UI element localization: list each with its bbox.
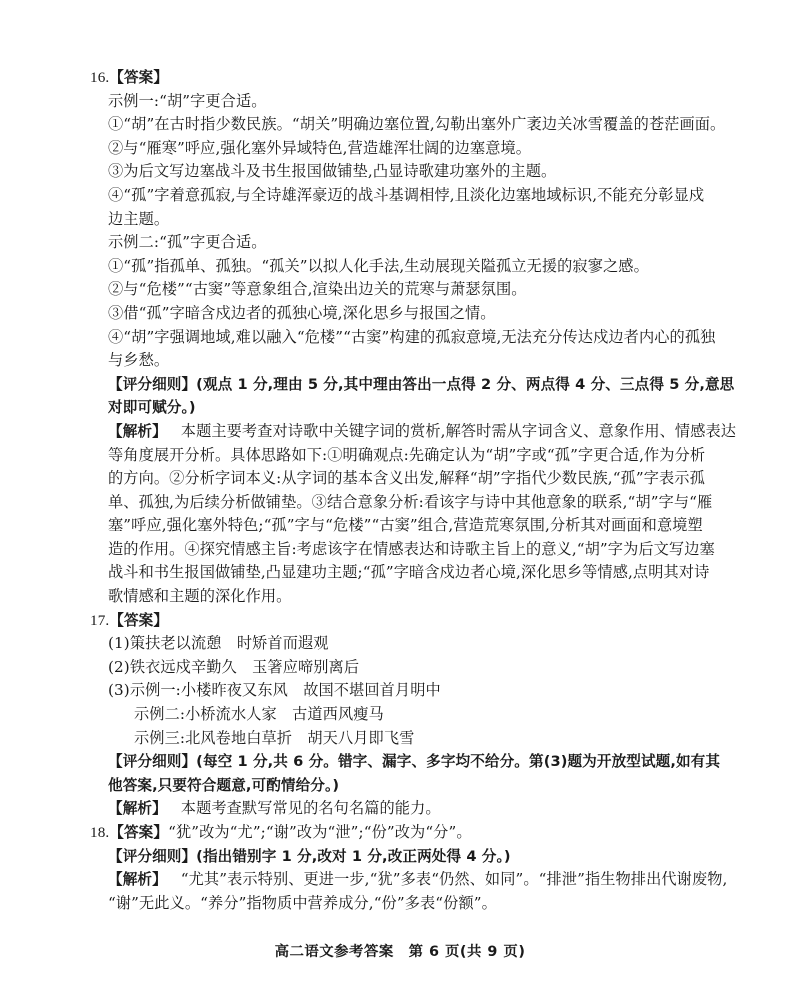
scoring-tag: 【评分细则】: [108, 753, 197, 771]
question-number: 16.: [90, 69, 110, 86]
scoring-text: (观点 1 分,理由 5 分,其中理由答出一点得 2 分、两点得 4 分、三点得 5 分,意思: [196, 375, 735, 393]
q16-analysis-line8: 歌情感和主题的深化作用。: [108, 587, 292, 606]
answer-tag: 【答案】: [109, 69, 169, 86]
scoring-tag: 【评分细则】: [108, 847, 197, 865]
analysis-tag: 【解析】: [108, 800, 167, 818]
analysis-tag: 【解析】: [108, 871, 167, 889]
q16-example2-point2: ②与“危楼”“古窦”等意象组合,渲染出边关的荒寒与萧瑟氛围。: [108, 280, 527, 299]
q16-analysis-line2: 等角度展开分析。具体思路如下:①明确观点:先确定认为“胡”字或“孤”字更合适,作为分析: [108, 445, 706, 464]
question-number: 18.: [90, 824, 110, 841]
q17-scoring-cont: 他答案,只要符合题意,可酌情给分。): [108, 776, 340, 794]
q16-analysis-line3: 的方向。②分析字词本义:从字词的基本含义出发,解释“胡”字指代少数民族,“孤”字表示孤: [108, 469, 705, 488]
q16-example1-point4: ④“孤”字着意孤寂,与全诗雄浑豪迈的战斗基调相悖,且淡化边塞地域标识,不能充分彰显戍: [108, 185, 705, 204]
answer-text: “犹”改为“尤”;“谢”改为“泄”;“份”改为“分”。: [168, 823, 472, 841]
q18-analysis: [90, 868, 730, 892]
q17-analysis: [90, 797, 730, 821]
q16-header: [90, 66, 730, 90]
scoring-text: (指出错别字 1 分,改对 1 分,改正两处得 4 分。): [196, 847, 511, 865]
q17-header: [90, 609, 730, 633]
q17-answer3-example3: 示例三:北风卷地白草折 胡天八月即飞雪: [134, 728, 415, 747]
q17-answer3: (3)示例一:小楼昨夜又东风 故国不堪回首月明中: [108, 681, 441, 700]
q16-example2-point1: ①“孤”指孤单、孤独。“孤关”以拟人化手法,生动展现关隘孤立无援的寂寥之感。: [108, 256, 649, 275]
q16-example2-point3: ③借“孤”字暗含戍边者的孤独心境,深化思乡与报国之情。: [108, 303, 496, 322]
q16-analysis-line5: 塞”呼应,强化塞外特色;“孤”字与“危楼”“古窦”组合,营造荒寒氛围,分析其对画面和意境塑: [108, 516, 703, 535]
scoring-tag: 【评分细则】: [108, 375, 197, 393]
q18-header: [90, 821, 730, 845]
q16-example1-point4-cont: 边主题。: [108, 209, 170, 228]
analysis-text: 本题主要考查对诗歌中关键字词的赏析,解答时需从字词含义、意象作用、情感表达: [180, 421, 737, 440]
q18-scoring: [90, 845, 730, 869]
question-number: 17.: [90, 611, 110, 629]
page-footer: 高二语文参考答案 第 6 页(共 9 页): [274, 944, 526, 960]
answer-tag: 【答案】: [109, 611, 169, 629]
scoring-text: (每空 1 分,共 6 分。错字、漏字、多字均不给分。第(3)题为开放型试题,如有其: [196, 753, 721, 771]
q16-example2-point4-cont: 与乡愁。: [108, 351, 170, 370]
analysis-tag: 【解析】: [108, 422, 167, 440]
analysis-text: 本题考查默写常见的名句名篇的能力。: [180, 799, 441, 818]
answer-page: [90, 66, 737, 915]
q16-analysis: [90, 420, 737, 444]
q16-example1-point1: ①“胡”在古时指少数民族。“胡关”明确边塞位置,勾勒出塞外广袤边关冰雪覆盖的苍茫画面。: [108, 115, 726, 134]
q16-analysis-line7: 战斗和书生报国做铺垫,凸显建功主题;“孤”字暗含戍边者心境,深化思乡等情感,点明其对诗: [108, 563, 710, 582]
q16-scoring: [90, 373, 735, 397]
q18-analysis-line2: “谢”无此义。“养分”指物质中营养成分,“份”多表“份额”。: [108, 893, 497, 912]
q16-example1-point3: ③为后文写边塞战斗及书生报国做铺垫,凸显诗歌建功塞外的主题。: [108, 162, 557, 181]
answer-tag: 【答案】: [109, 824, 169, 841]
analysis-text: “尤其”表示特别、更进一步,“犹”多表“仍然、如同”。“排泄”指生物排出代谢废物,: [180, 870, 728, 889]
q16-analysis-line6: 造的作用。④探究情感主旨:考虑该字在情感表达和诗歌主旨上的意义,“胡”字为后文写边塞: [108, 539, 715, 558]
q16-example1-head: 示例一:“胡”字更合适。: [108, 91, 267, 110]
q16-example1-point2: ②与“雁寒”呼应,强化塞外异域特色,营造雄浑壮阔的边塞意境。: [108, 138, 532, 157]
q17-answer3-example2: 示例二:小桥流水人家 古道西风瘦马: [134, 705, 384, 724]
q16-analysis-line4: 单、孤独,为后续分析做铺垫。③结合意象分析:看该字与诗中其他意象的联系,“胡”字与“雁: [108, 492, 713, 511]
q16-scoring-cont: 对即可赋分。): [108, 399, 196, 417]
q17-answer1: (1)策扶老以流憩 时矫首而遐观: [108, 634, 329, 653]
q17-answer2: (2)铁衣远戍辛勤久 玉箸应啼别离后: [108, 657, 360, 676]
q16-example2-head: 示例二:“孤”字更合适。: [108, 233, 267, 252]
q16-example2-point4: ④“胡”字强调地域,难以融入“危楼”“古窦”构建的孤寂意境,无法充分传达戍边者内心的孤独: [108, 327, 716, 346]
q17-scoring: [90, 750, 730, 774]
